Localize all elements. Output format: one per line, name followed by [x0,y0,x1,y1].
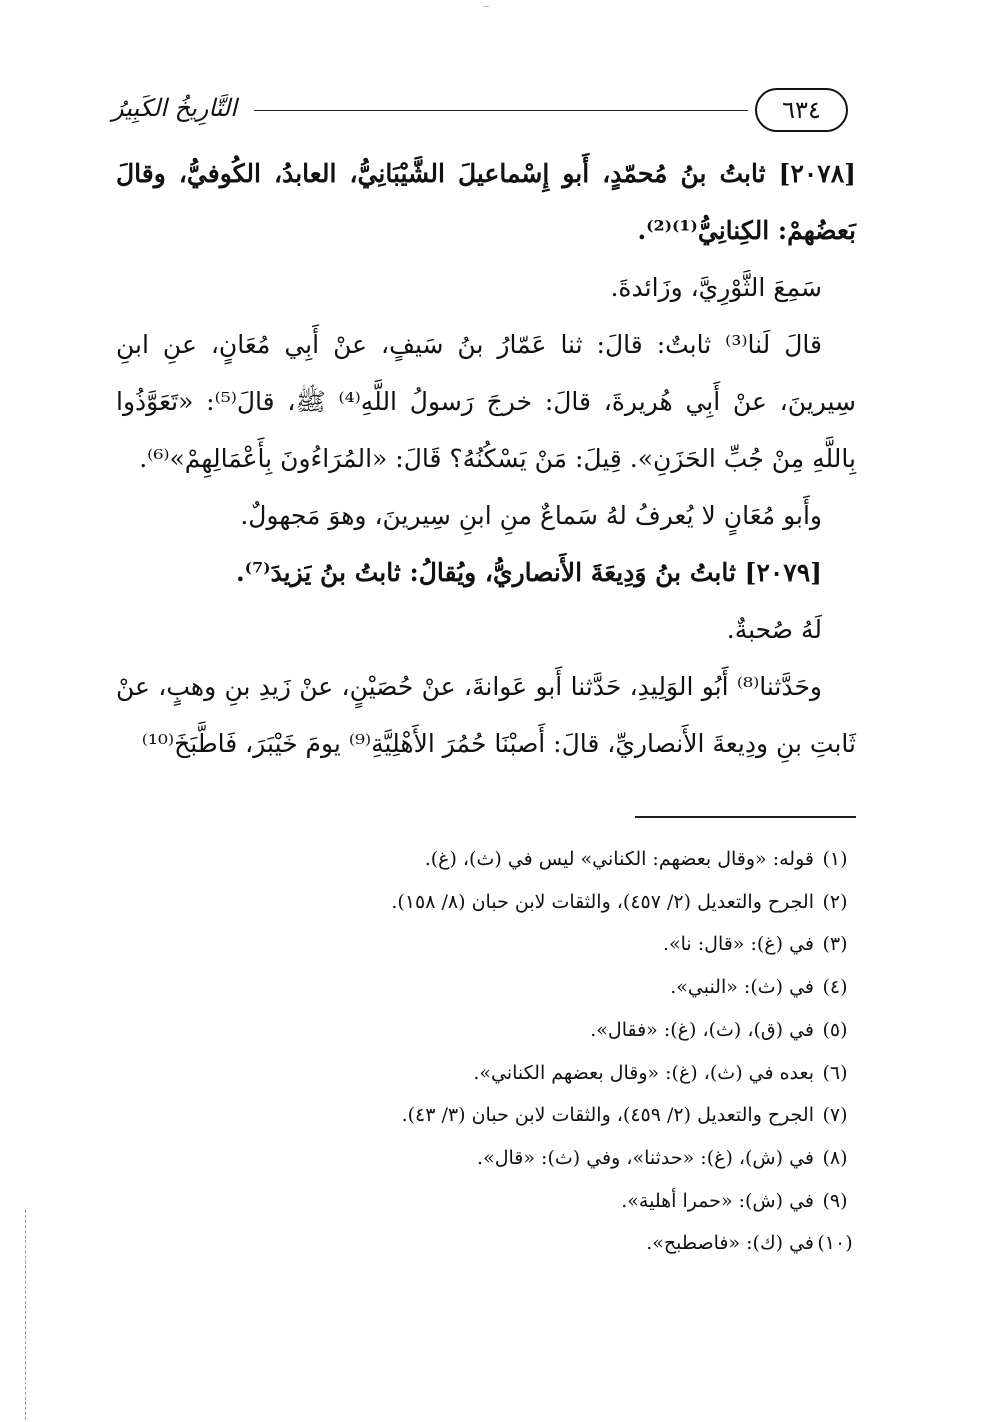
footnote-number: (٢) [822,890,848,913]
footnote-text: في (ش): «حمرا أهلية». [621,1189,814,1212]
footnote-number: (٤) [822,976,848,999]
entry-2079-hadith: وحَدَّثنا⁽⁸⁾ أَبُو الوَلِيدِ، حَدَّثنا أَبو عَوانةَ، عنْ حُصَيْنٍ، عنْ زَيدِ بنِ وهبٍ، عنْ ثَابتِ بنِ ودِيعةَ الأَنصاريِّ، قالَ: أَصبْنَا حُمُرَ الأَهْلِيَّةِ⁽⁹⁾ يومَ خَيْبَرَ، فَاطَّبَخَ⁽¹⁰⁾ [116,672,856,758]
footnote-number: (١) [822,848,848,870]
entry-2079-companionship: لَهُ صُحبةٌ. [726,615,822,644]
footnote-number: (٣) [822,933,848,956]
footnote-1 [180,838,856,881]
footnote-number: (٧) [822,1104,848,1127]
page-number: ٦٣٤ [755,88,848,132]
footnote-text: في (ث): «النبي». [670,976,814,999]
main-text [116,145,856,772]
footnote-number: (١٠) [817,1232,853,1255]
footnote-text: في (ش)، (غ): «حدثنا»، وفي (ث): «قال». [477,1146,814,1169]
footnote-6 [180,1052,856,1095]
footnote-7 [180,1094,856,1137]
footnote-text: في (غ): «قال: نا». [662,933,814,956]
footnote-9 [180,1180,856,1223]
footnote-2 [180,881,856,924]
footnote-4 [180,966,856,1009]
footnote-5 [180,1009,856,1052]
footnote-text: قوله: «وقال بعضهم: الكناني» ليس في (ث)، (غ). [424,848,814,870]
footnote-number: (٦) [822,1061,848,1084]
footnote-text: في (ك): «فاصطبح». [646,1232,814,1255]
scan-mark [483,6,489,7]
footnote-number: (٨) [822,1146,848,1169]
footnote-8 [180,1137,856,1180]
footnote-10 [180,1222,856,1265]
footnote-number: (٥) [822,1018,848,1041]
entry-2078-hadith: قالَ لَنا⁽³⁾ ثابتٌ: قالَ: ثنا عَمّارُ بنُ سَيفٍ، عنْ أَبِي مُعَانٍ، عنِ ابنِ سِيرينَ، عنْ أَبِي هُريرةَ، قالَ: خرجَ رَسولُ اللَّهِ⁽⁴⁾ ﷺ، قالَ⁽⁵⁾: «تَعَوَّذُوا بِاللَّهِ مِنْ جُبِّ الحَزَنِ». قِيلَ: مَنْ يَسْكُنُهُ؟ قَالَ: «المُرَاءُونَ بِأَعْمَالِهِمْ»⁽⁶⁾. [116,330,856,473]
entry-2078-heading: [٢٠٧٨] ثابتُ بنُ مُحمّدٍ، أَبو إِسْماعيلَ الشَّيْبَانِيُّ، العابدُ، الكُوفيُّ، وقالَ بَعضُهمْ: الكِنانِيُّ⁽¹⁾⁽²⁾. [116,159,856,245]
entry-2079-heading: [٢٠٧٩] ثابتُ بنُ وَدِيعَةَ الأَنصاريُّ، ويُقالُ: ثابتُ بنُ يَزيدَ⁽⁷⁾. [235,558,822,587]
footnotes [180,838,856,1265]
running-title: التَّارِيخُ الكَبِيرُ [112,94,237,122]
header-rule [254,110,748,111]
entry-2078-teachers: سَمِعَ الثَّوْرِيَّ، وزَائدةَ. [610,273,822,302]
entry-2078-comment: وأَبو مُعَانٍ لا يُعرفُ لهُ سَماعٌ منِ ابنِ سِيرينَ، وهوَ مَجهولٌ. [240,501,822,530]
footnote-text: بعده في (ث)، (غ): «وقال بعضهم الكناني». [473,1061,814,1084]
footnote-3 [180,923,856,966]
footnote-number: (٩) [822,1189,848,1212]
footnote-text: الجرح والتعديل (٢/ ٤٥٩)، والثقات لابن حبان (٣/ ٤٣). [401,1104,814,1127]
running-header [112,88,848,138]
footnote-text: الجرح والتعديل (٢/ ٤٥٧)، والثقات لابن حبان (٨/ ١٥٨). [391,890,814,913]
footnote-text: في (ق)، (ث)، (غ): «فقال». [590,1018,814,1041]
footnote-separator [635,816,856,818]
scan-edge-marks [25,1210,27,1420]
